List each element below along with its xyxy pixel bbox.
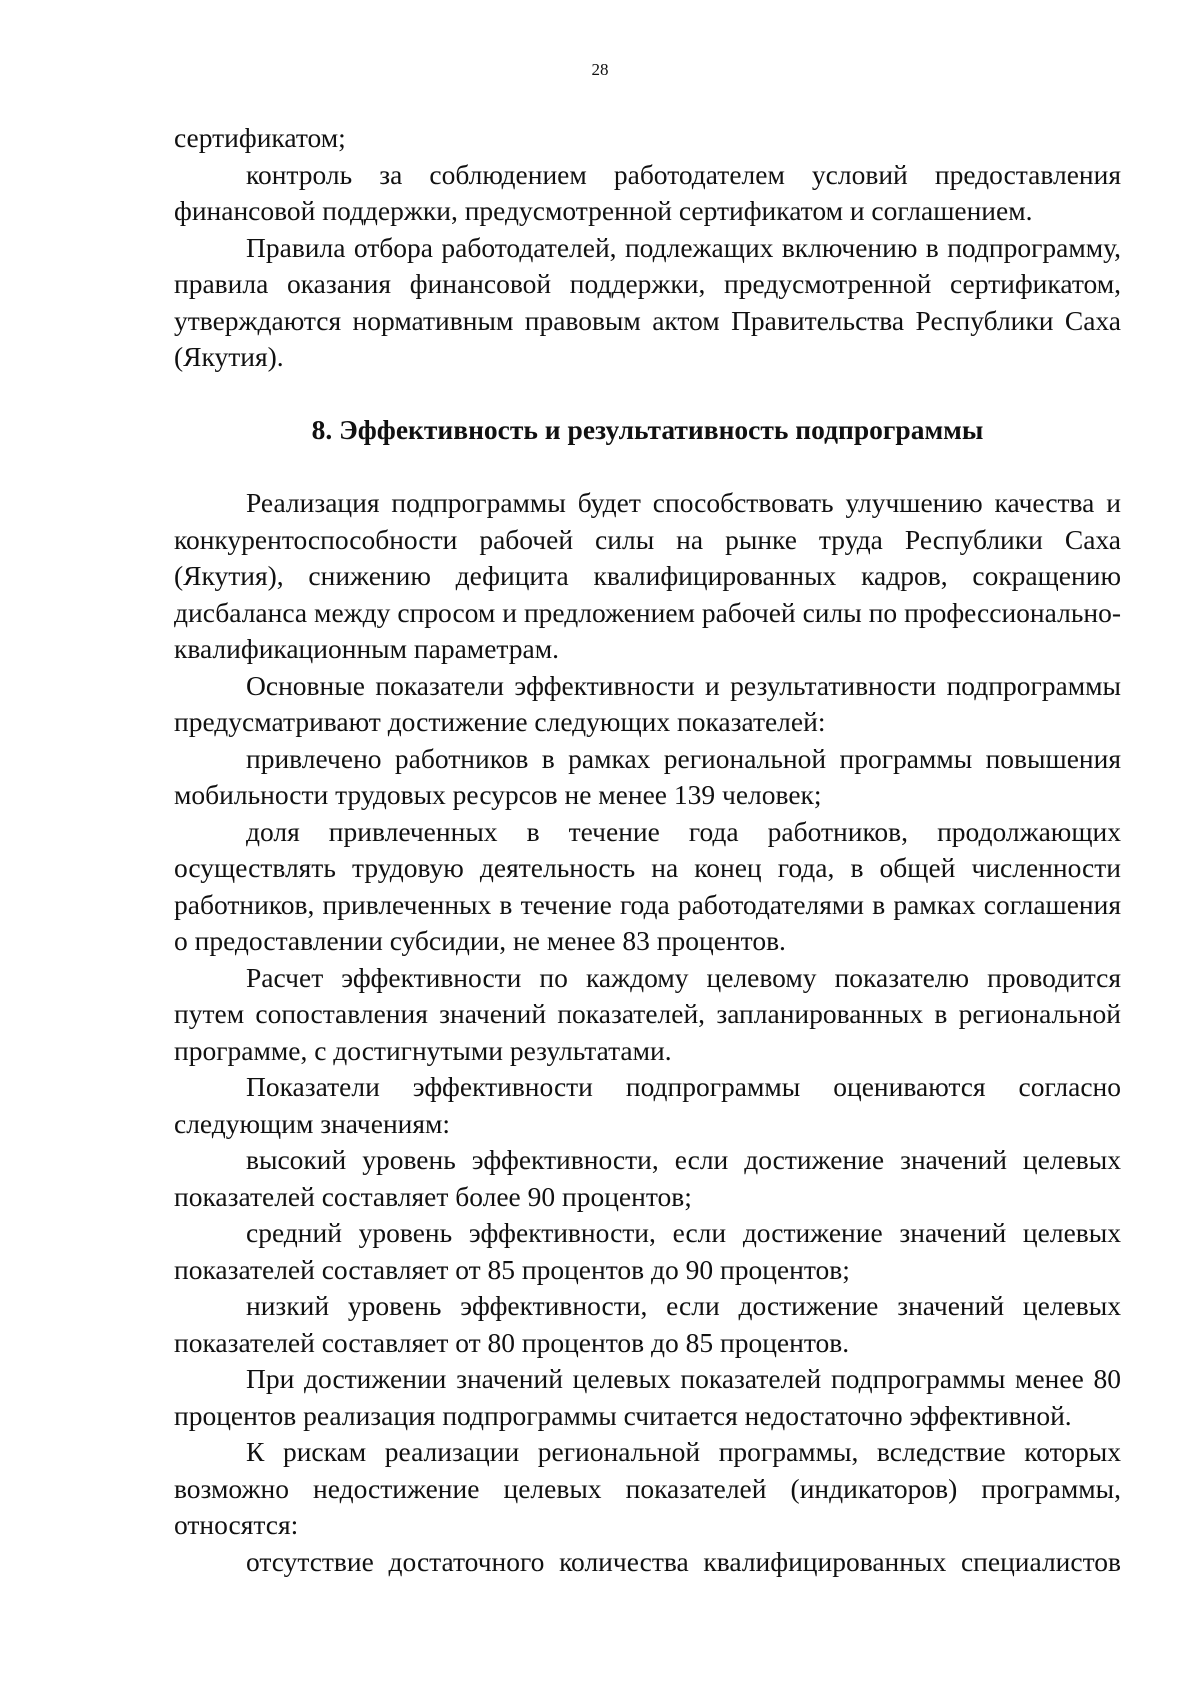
- paragraph: привлечено работников в рамках региональной программы повышения мобильности трудовых ресурсов не менее 139 человек;: [174, 742, 1121, 810]
- paragraph: доля привлеченных в течение года работников, продолжающих осуществлять трудовую деятельность на конец года, в общей численности работников, привлеченных в течение года работодателями в рамках соглашения о предоставлении субсидии, не менее 83 процентов.: [174, 815, 1121, 956]
- paragraph: Основные показатели эффективности и результативности подпрограммы предусматривают достижение следующих показателей:: [174, 669, 1121, 737]
- paragraph: средний уровень эффективности, если достижение значений целевых показателей составляет от 85 процентов до 90 процентов;: [174, 1217, 1121, 1285]
- paragraphs-before-section: [174, 120, 1121, 376]
- paragraph: высокий уровень эффективности, если достижение значений целевых показателей составляет более 90 процентов;: [174, 1144, 1121, 1212]
- paragraph: При достижении значений целевых показателей подпрограммы менее 80 процентов реализация подпрограммы считается недостаточно эффективной.: [174, 1363, 1121, 1431]
- paragraphs-after-section: [174, 485, 1121, 1580]
- document-body: [174, 120, 1121, 1580]
- paragraph: Правила отбора работодателей, подлежащих включению в подпрограмму, правила оказания финансовой поддержки, предусмотренной сертификатом, утверждаются нормативным правовым актом Правительства Республики Саха (Якутия).: [174, 231, 1121, 372]
- paragraph: Показатели эффективности подпрограммы оцениваются согласно следующим значениям:: [174, 1071, 1121, 1139]
- paragraph: контроль за соблюдением работодателем условий предоставления финансовой поддержки, предусмотренной сертификатом и соглашением.: [174, 158, 1121, 226]
- paragraph: сертификатом;: [174, 122, 346, 153]
- paragraph: низкий уровень эффективности, если достижение значений целевых показателей составляет от 80 процентов до 85 процентов.: [174, 1290, 1121, 1358]
- paragraph: Расчет эффективности по каждому целевому показателю проводится путем сопоставления значений показателей, запланированных в региональной программе, с достигнутыми результатами.: [174, 961, 1121, 1066]
- paragraph: Реализация подпрограммы будет способствовать улучшению качества и конкурентоспособности рабочей силы на рынке труда Республики Саха (Якутия), снижению дефицита квалифицированных кадров, сокращению дисбаланса между спросом и предложением рабочей силы по профессионально-квалификационным параметрам.: [174, 487, 1121, 664]
- paragraph: отсутствие достаточного количества квалифицированных специалистов: [246, 1545, 1121, 1577]
- page-number: 28: [591, 60, 609, 79]
- section-heading: 8. Эффективность и результативность подпрограммы: [311, 413, 984, 445]
- paragraph: К рискам реализации региональной программы, вследствие которых возможно недостижение целевых показателей (индикаторов) программы, относятся:: [174, 1436, 1121, 1540]
